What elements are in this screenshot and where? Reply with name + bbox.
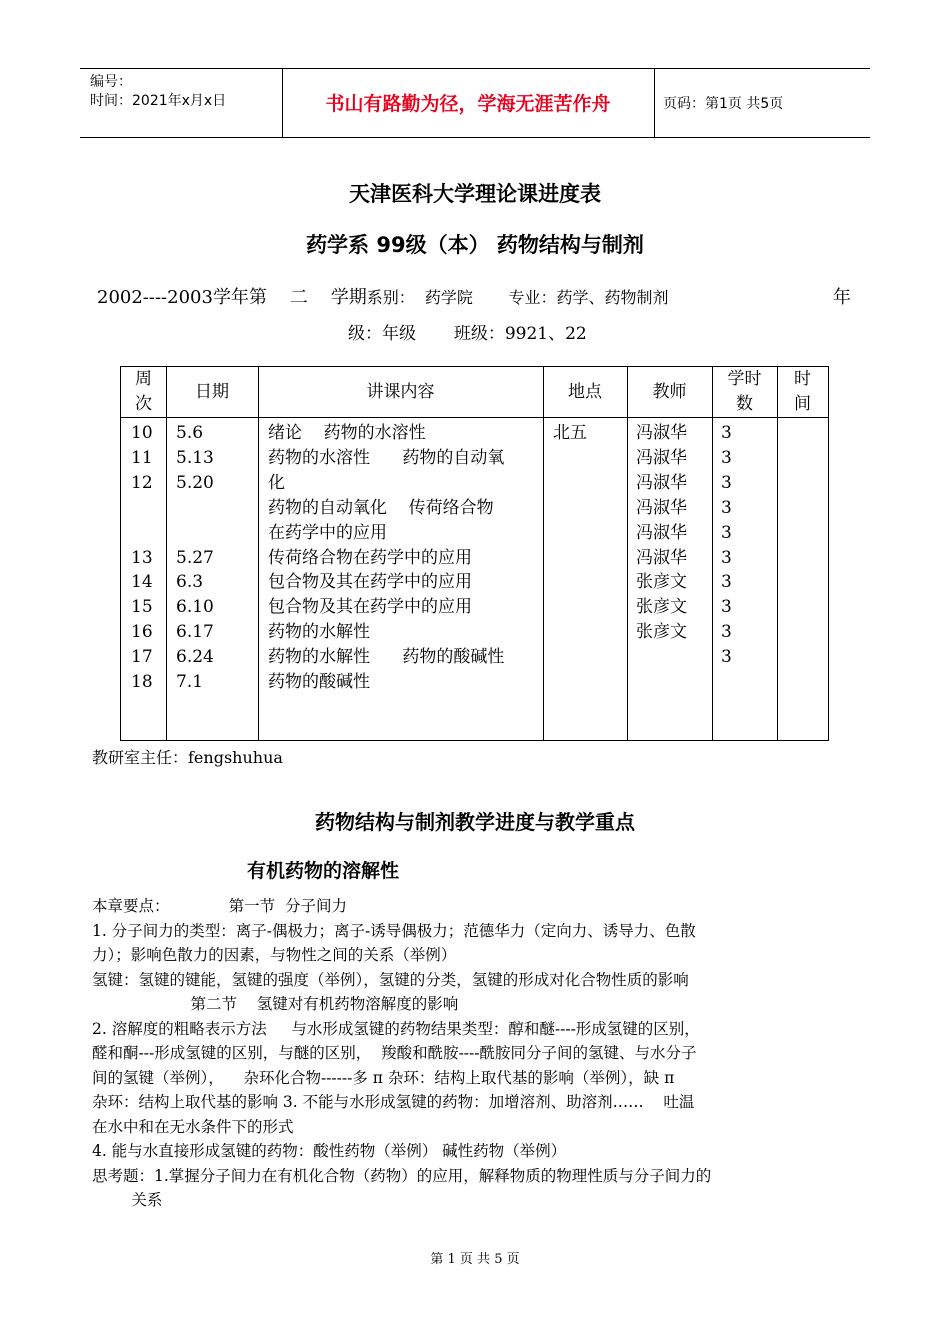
col-divider	[627, 367, 628, 740]
col-divider	[258, 367, 259, 740]
hours-column: 3 3 3 3 3 3 3 3 3 3	[721, 423, 732, 668]
chapter-body	[92, 894, 872, 1213]
col-divider	[166, 367, 167, 740]
page-subtitle: 药学系 99级（本） 药物结构与制剂	[306, 233, 644, 257]
week-column: 10 11 12 13 14 15 16 17 18	[131, 423, 153, 693]
body-line: 本章要点： 第一节 分子间力	[92, 897, 347, 915]
body-line: 在水中和在无水条件下的形式	[92, 1117, 294, 1136]
body-line: 关系	[92, 1191, 163, 1209]
header-page-info: 页码：第1页 共5页	[663, 96, 784, 112]
schedule-table	[120, 366, 829, 741]
header-week: 周 次	[135, 369, 152, 414]
header-hours: 学时 数	[727, 369, 762, 414]
department-major: 系别： 药学院 专业：药学、药物制剂	[366, 288, 669, 307]
header-time: 时 间	[794, 369, 811, 414]
col-divider	[543, 367, 544, 740]
place-column: 北五	[553, 423, 587, 443]
col-divider	[777, 367, 778, 740]
header-meta	[90, 73, 226, 111]
teacher-column: 冯淑华 冯淑华 冯淑华 冯淑华 冯淑华 冯淑华 张彦文 张彦文 张彦文	[636, 423, 687, 643]
body-line: 力）；影响色散力的因素，与物性之间的关系（举例）	[92, 946, 457, 964]
body-line: 第二节 氢键对有机药物溶解度的影响	[92, 995, 459, 1013]
page-title: 天津医科大学理论课进度表	[349, 182, 601, 206]
body-line: 2. 溶解度的粗略表示方法 与水形成氢键的药物结果类型：醇和醚----形成氢键的区别，	[92, 1019, 700, 1038]
body-line: 醛和酮---形成氢键的区别，与醚的区别， 羧酸和酰胺----酰胺同分子间的氢键、与水分子	[92, 1044, 697, 1062]
time-label: 时间：2021年x月x日	[90, 93, 227, 109]
director-line: 教研室主任：fengshuhua	[92, 748, 283, 767]
header-place: 地点	[568, 382, 602, 402]
body-line: 氢键：氢键的键能，氢键的强度（举例），氢键的分类，氢键的形成对化合物性质的影响	[92, 970, 689, 989]
term-label: 2002----2003学年第 二 学期	[97, 287, 367, 308]
body-line: 杂环：结构上取代基的影响 3. 不能与水形成氢键的药物：加增溶剂、助溶剂…… 吐温	[92, 1093, 695, 1111]
body-line: 4. 能与水直接形成氢键的药物：酸性药物（举例） 碱性药物（举例）	[92, 1142, 567, 1160]
info-line-2: 级：年级 班级：9921、22	[348, 324, 587, 344]
body-line: 1. 分子间力的类型：离子-偶极力；离子-诱导偶极力；范德华力（定向力、诱导力、色散	[92, 921, 696, 940]
header-row-divider	[121, 417, 828, 418]
header-divider-right	[654, 69, 655, 137]
body-line: 思考题：1.掌握分子间力在有机化合物（药物）的应用，解释物质的物理性质与分子间力的	[92, 1166, 712, 1185]
header-teacher: 教师	[652, 382, 687, 402]
page-footer: 第 1 页 共 5 页	[430, 1252, 520, 1267]
info-line-1	[97, 283, 669, 309]
document-header	[80, 68, 870, 138]
grade-label-start: 年	[833, 287, 851, 308]
section-title: 药物结构与制剂教学进度与教学重点	[315, 810, 635, 834]
body-line: 间的氢键（举例）， 杂环化合物------多 π 杂环：结构上取代基的影响（举例），缺 π	[92, 1068, 675, 1087]
header-date: 日期	[195, 382, 229, 402]
chapter-title: 有机药物的溶解性	[247, 860, 400, 882]
header-motto: 书山有路勤为径，学海无涯苦作舟	[325, 93, 611, 115]
header-content: 讲课内容	[366, 382, 435, 402]
number-label: 编号：	[90, 74, 132, 90]
col-divider	[712, 367, 713, 740]
content-column: 绪论 药物的水溶性 药物的水溶性 药物的自动氧 化 药物的自动氧化 传荷络合物 在药学中的应用 传荷络合物在药学中的应用 包合物及其在药学中的应用 包合物及其在药学中的应用 药物的水解性 药物的水解性 药物的酸碱性 药物的酸碱性	[268, 423, 505, 693]
date-column: 5.6 5.13 5.20 5.27 6.3 6.10 6.17 6.24 7.1	[176, 423, 214, 693]
